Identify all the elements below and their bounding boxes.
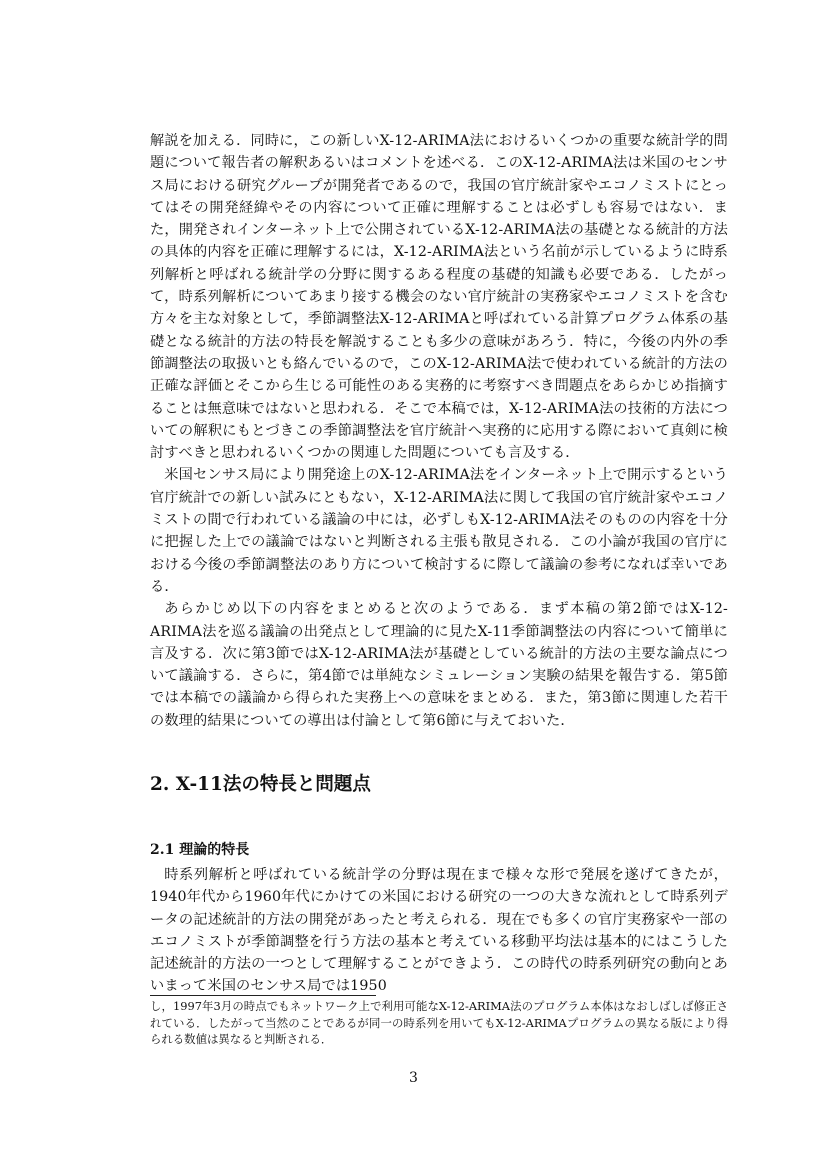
footnote-divider — [150, 995, 376, 996]
section-heading: 2. X-11法の特長と問題点 — [150, 774, 371, 795]
paragraph-outline: あらかじめ以下の内容をまとめると次のようである．まず本稿の第2節ではX-12-ARIMA法を巡る議論の出発点として理論的に見たX-11季節調整法の内容について簡単に言及する．次に第3節ではX-12-ARIMA法が基礎としている統計的方法の主要な論点について議論する．さらに，第4節では単純なシミュレーション実験の結果を報告する．第5節では本稿での議論から得られた実務上への意味をまとめる．また，第3節に関連した若干の数理的結果についての導出は付論として第6節に与えておいた． — [150, 601, 728, 729]
intro-body — [150, 130, 728, 732]
paragraph-intro-continued: 解説を加える．同時に，この新しいX-12-ARIMA法におけるいくつかの重要な統計学的問題について報告者の解釈あるいはコメントを述べる．このX-12-ARIMA法は米国のセンサス局における研究グループが開発者であるので，我国の官庁統計家やエコノミストにとってはその開発経緯やその内容について正確に理解することは必ずしも容易ではない．また，開発されインターネット上で公開されているX-12-ARIMA法の基礎となる統計的方法の具体的内容を正確に理解するには，X-12-ARIMA法という名前が示しているように時系列解析と呼ばれる統計学の分野に関するある程度の基礎的知識も必要である．したがって，時系列解析についてあまり接する機会のない官庁統計の実務家やエコノミストを含む方々を主な対象として，季節調整法X-12-ARIMAと呼ばれている計算プログラム体系の基礎となる統計的方法の特長を解説することも多少の意味があろう．特に，今後の内外の季節調整法の取扱いとも絡んでいるので，このX-12-ARIMA法で使われている統計的方法の正確な評価とそこから生じる可能性のある実務的に考察すべき問題点をあらかじめ指摘することは無意味ではないと思われる．そこで本稿では，X-12-ARIMA法の技術的方法についての解釈にもとづきこの季節調整法を官庁統計へ実務的に応用する際において真剣に検討すべきと思われるいくつかの関連した問題についても言及する． — [150, 133, 728, 462]
paragraph-theory: 時系列解析と呼ばれている統計学の分野は現在まで様々な形で発展を遂げてきたが，1940年代から1960年代にかけての米国における研究の一つの大きな流れとして時系列データの記述統計的方法の開発があったと考えられる．現在でも多くの官庁実務家や一部のエコノミストが季節調整を行う方法の基本と考えている移動平均法は基本的にはこうした記述統計的方法の一つとして理解することができよう．この時代の時系列研究の動向とあいまって米国のセンサス局では1950 — [150, 867, 728, 995]
footnote: し，1997年3月の時点でもネットワーク上で利用可能なX-12-ARIMA法のプログラム本体はなおしばしば修正されている．したがって当然のことであるが同一の時系列を用いてもX-12-ARIMAプログラムの異なる版により得られる数値は異なると判断される． — [150, 999, 728, 1046]
page-number: 3 — [409, 1070, 418, 1086]
subsection-body — [150, 864, 728, 998]
paragraph-census-bureau: 米国センサス局により開発途上のX-12-ARIMA法をインターネット上で開示するという官庁統計での新しい試みにともない，X-12-ARIMA法に関して我国の官庁統計家やエコノミストの間で行われている議論の中には，必ずしもX-12-ARIMA法そのものの内容を十分に把握した上での議論ではないと判断される主張も散見される．この小論が我国の官庁における今後の季節調整法のあり方について検討するに際して議論の参考になれば幸いである． — [150, 467, 728, 595]
subsection-heading: 2.1 理論的特長 — [150, 842, 250, 858]
